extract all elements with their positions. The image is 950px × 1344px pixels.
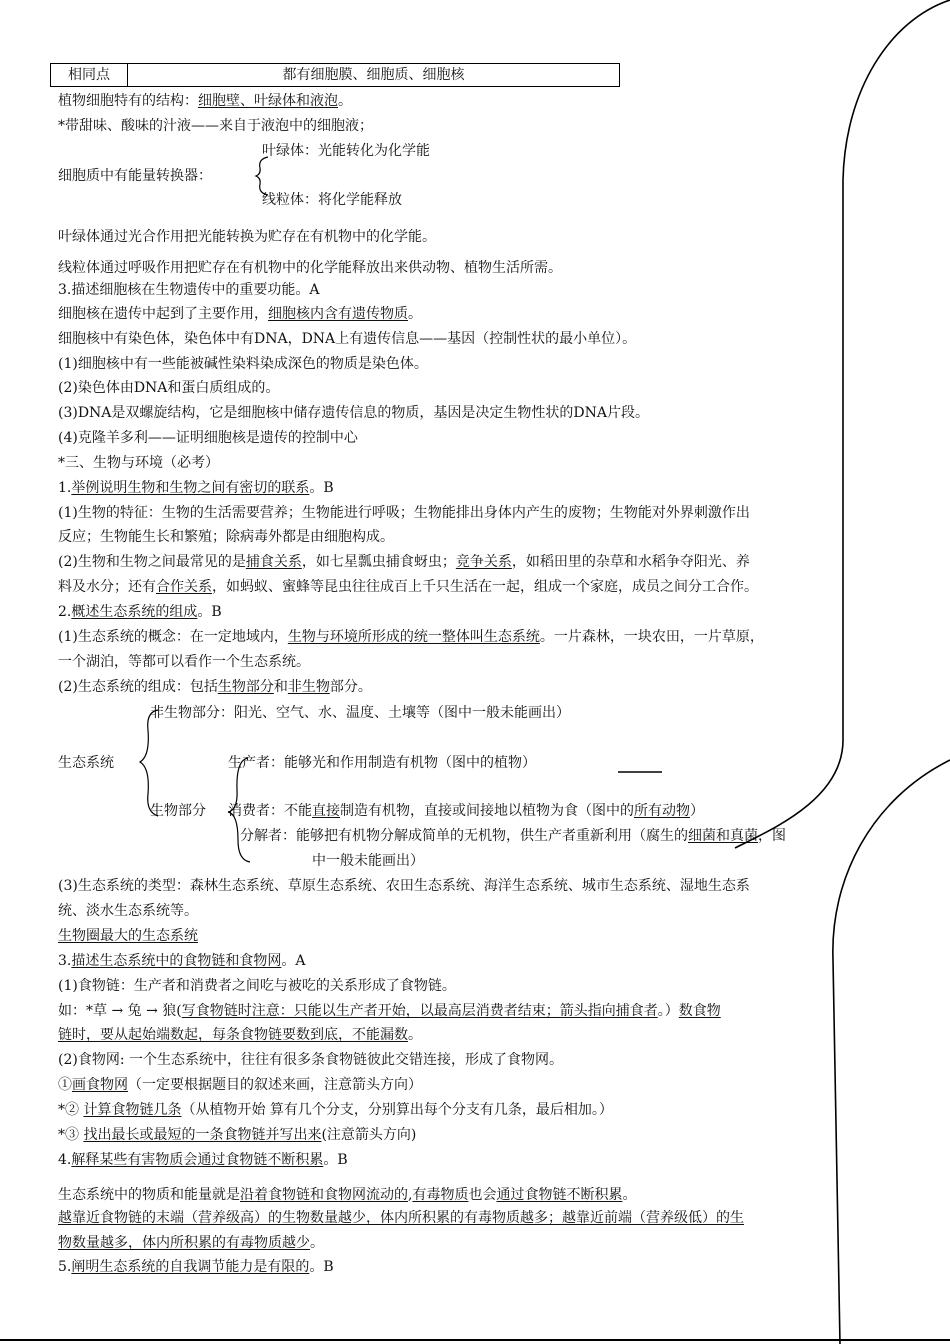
text-line: 线粒体通过呼吸作用把贮存在有机物中的化学能释放出来供动物、植物生活所需。 xyxy=(58,260,562,276)
section-heading: *三、生物与环境（必考） xyxy=(58,455,219,471)
text-line: *带甜味、酸味的汁液——来自于液泡中的细胞液； xyxy=(58,118,373,134)
text-line: 细胞核在遗传中起到了主要作用，细胞核内含有遗传物质。 xyxy=(58,306,422,322)
text-line: (3)DNA是双螺旋结构，它是细胞核中储存遗传信息的物质，基因是决定生物性状的DNA片段。 xyxy=(58,405,649,421)
text-line: (4)克隆羊多利——证明细胞核是遗传的控制中心 xyxy=(58,430,358,446)
page-edge-curve-bottom xyxy=(833,760,950,1344)
eco-bio: 生物部分 xyxy=(150,803,206,819)
text-line: *② 计算食物链几条（从植物开始 算有几个分支，分别算出每个分支有几条，最后相加。） xyxy=(58,1102,613,1118)
text-line: 物数量越多，体内所积累的有毒物质越少。 xyxy=(58,1235,324,1251)
eco-abiotic: 非生物部分：阳光、空气、水、温度、土壤等（图中一般未能画出） xyxy=(150,705,570,721)
text-line: (1)生物的特征：生物的生活需要营养；生物能进行呼吸；生物能排出身体内产生的废物；生物能对外界刺激作出 xyxy=(58,505,750,521)
brace-ecosystem xyxy=(140,710,158,816)
text-line: 5.阐明生态系统的自我调节能力是有限的。B xyxy=(58,1259,334,1275)
text-line: 植物细胞特有的结构：细胞壁、叶绿体和液泡。 xyxy=(58,93,352,109)
text-line: (2)食物网: 一个生态系统中，往往有很多条食物链彼此交错连接，形成了食物网。 xyxy=(58,1052,563,1068)
text-line: (1)细胞核中有一些能被碱性染料染成深色的物质是染色体。 xyxy=(58,356,428,372)
eco-decomposer: 分解者：能够把有机物分解成简单的无机物，供生产者重新利用（腐生的细菌和真菌，图 xyxy=(240,828,786,844)
text-line: (2)染色体由DNA和蛋白质组成的。 xyxy=(58,380,280,396)
brace-biotic xyxy=(228,758,250,862)
page-edge-curve-top xyxy=(735,0,950,848)
text-line: (2)生物和生物之间最常见的是捕食关系，如七星瓢虫捕食蚜虫；竞争关系，如稻田里的杂草和水稻争夺阳光、养 xyxy=(58,554,750,570)
text-line: 统、淡水生态系统等。 xyxy=(58,903,198,919)
table-cell-value: 都有细胞膜、细胞质、细胞核 xyxy=(128,64,620,87)
text-line: 越靠近食物链的末端（营养级高）的生物数量越少，体内所积累的有毒物质越多；越靠近前端（营养级低）的生 xyxy=(58,1210,744,1226)
text-line: 4.解释某些有害物质会通过食物链不断积累。B xyxy=(58,1152,348,1168)
text-line: 3.描述生态系统中的食物链和食物网。A xyxy=(58,953,306,969)
text-line: 料及水分；还有合作关系，如蚂蚁、蜜蜂等昆虫往往成百上千只生活在一起，组成一个家庭，成员之间分工合作。 xyxy=(58,579,758,595)
text-line: 反应；生物能生长和繁殖；除病毒外都是由细胞构成。 xyxy=(58,529,394,545)
text-line: 生物圈最大的生态系统 xyxy=(58,928,198,944)
text-line: 细胞质中有能量转换器： xyxy=(58,168,212,184)
eco-label: 生态系统 xyxy=(58,755,114,771)
text-line: (1)生态系统的概念：在一定地域内，生物与环境所形成的统一整体叫生态系统。一片森林，一块农田，一片草原， xyxy=(58,629,764,645)
eco-producer: 生产者：能够光和作用制造有机物（图中的植物） xyxy=(228,755,536,771)
text-line: 如：*草 → 兔 → 狼(写食物链时注意：只能以生产者开始，以最高层消费者结束；箭头指向捕食者。）数食物 xyxy=(58,1003,721,1019)
text-line: (1)食物链：生产者和消费者之间吃与被吃的关系形成了食物链。 xyxy=(58,978,456,994)
text-line: 链时，要从起始端数起，每条食物链要数到底，不能漏数。 xyxy=(58,1027,422,1043)
brace-energy xyxy=(256,157,268,195)
eco-consumer: 消费者：不能直接制造有机物，直接或间接地以植物为食（图中的所有动物） xyxy=(228,803,704,819)
text-line: 1.举例说明生物和生物之间有密切的联系。B xyxy=(58,480,334,496)
text-line: (3)生态系统的类型：森林生态系统、草原生态系统、农田生态系统、海洋生态系统、城市生态系统、湿地生态系 xyxy=(58,878,750,894)
text-line: *③ 找出最长或最短的一条食物链并写出来(注意箭头方向) xyxy=(58,1127,417,1143)
text-line: ①画食物网（一定要根据题目的叙述来画，注意箭头方向） xyxy=(58,1077,422,1093)
text-line: 3.描述细胞核在生物遗传中的重要功能。A xyxy=(58,282,320,298)
table-cell-label: 相同点 xyxy=(51,64,128,87)
text-line: 细胞核中有染色体，染色体中有DNA，DNA上有遗传信息——基因（控制性状的最小单位）。 xyxy=(58,331,637,347)
eco-decomposer-note: 中一般未能画出） xyxy=(312,853,424,869)
text-line: 一个湖泊，等都可以看作一个生态系统。 xyxy=(58,654,310,670)
text-line: 叶绿体通过光合作用把光能转换为贮存在有机物中的化学能。 xyxy=(58,229,436,245)
text-line: 叶绿体：光能转化为化学能 xyxy=(262,143,430,159)
text-line: 线粒体：将化学能释放 xyxy=(262,192,402,208)
text-line: (2)生态系统的组成：包括生物部分和非生物部分。 xyxy=(58,679,372,695)
text-line: 生态系统中的物质和能量就是沿着食物链和食物网流动的,有毒物质也会通过食物链不断积累。 xyxy=(58,1187,637,1203)
text-line: 2.概述生态系统的组成。B xyxy=(58,604,222,620)
